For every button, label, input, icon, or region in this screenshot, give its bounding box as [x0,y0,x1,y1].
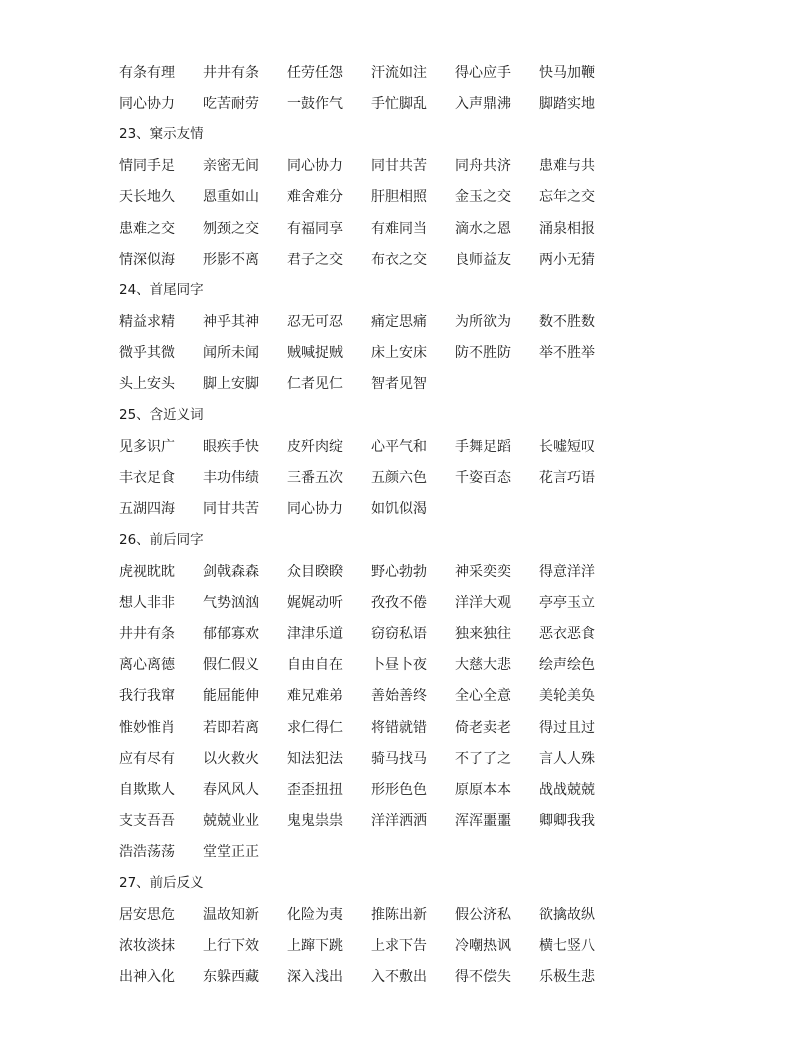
idiom-word: 歪歪扭扭 [287,781,343,798]
idiom-word: 能屈能伸 [203,688,259,705]
idiom-row [119,618,719,649]
idiom-word: 天长地久 [119,189,175,206]
idiom-word: 深入浅出 [287,969,343,986]
idiom-word: 情同手足 [119,158,175,175]
idiom-word: 将错就错 [371,719,427,736]
idiom-word: 洋洋洒洒 [371,813,427,830]
section-heading: 23、窠示友情 [119,126,204,143]
idiom-row [119,494,719,525]
idiom-row [119,837,719,868]
idiom-word: 孜孜不倦 [371,594,427,611]
idiom-word: 患难与共 [539,158,595,175]
idiom-word: 丰功伟绩 [203,470,259,487]
idiom-row [119,338,719,369]
idiom-row [119,650,719,681]
idiom-word: 入声鼎沸 [455,95,511,112]
idiom-word: 气势汹汹 [203,594,259,611]
idiom-word: 温故知新 [203,906,259,923]
idiom-word: 井井有条 [119,625,175,642]
idiom-word: 形形色色 [371,781,427,798]
idiom-word: 浩浩荡荡 [119,844,175,861]
idiom-word: 涌泉相报 [539,220,595,237]
idiom-word: 井井有条 [203,64,259,81]
idiom-word: 绘声绘色 [539,657,595,674]
idiom-row [119,930,719,961]
idiom-word: 野心勃勃 [371,563,427,580]
idiom-word: 居安思危 [119,906,175,923]
idiom-word: 眼疾手快 [203,438,259,455]
idiom-word: 患难之交 [119,220,175,237]
idiom-row [119,307,719,338]
idiom-word: 原原本本 [455,781,511,798]
idiom-word: 欲擒故纵 [539,906,595,923]
idiom-word: 娓娓动听 [287,594,343,611]
idiom-word: 神采奕奕 [455,563,511,580]
idiom-word: 贼喊捉贼 [287,345,343,362]
idiom-word: 自由自在 [287,657,343,674]
idiom-word: 惟妙惟肖 [119,719,175,736]
idiom-row [119,213,719,244]
idiom-word: 同甘共苦 [203,501,259,518]
idiom-word: 皮歼肉绽 [287,438,343,455]
idiom-word: 虎视眈眈 [119,563,175,580]
idiom-word: 窃窃私语 [371,625,427,642]
idiom-word: 鬼鬼祟祟 [287,813,343,830]
idiom-word: 为所欲为 [455,314,511,331]
idiom-word: 大慈大悲 [455,657,511,674]
idiom-row [119,899,719,930]
idiom-word: 同心协力 [287,501,343,518]
idiom-word: 忘年之交 [539,189,595,206]
idiom-word: 肝胆相照 [371,189,427,206]
idiom-word: 上行下效 [203,937,259,954]
idiom-word: 同心协力 [287,158,343,175]
section-heading: 25、含近义词 [119,406,204,423]
idiom-word: 吃苦耐劳 [203,95,259,112]
idiom-word: 战战兢兢 [539,781,595,798]
idiom-word: 难舍难分 [287,189,343,206]
idiom-row [119,244,719,275]
idiom-word: 脚上安脚 [203,376,259,393]
idiom-word: 难兄难弟 [287,688,343,705]
idiom-word: 乐极生悲 [539,969,595,986]
idiom-word: 金玉之交 [455,189,511,206]
idiom-word: 言人人殊 [539,750,595,767]
idiom-word: 形影不离 [203,251,259,268]
idiom-word: 众目睽睽 [287,563,343,580]
idiom-word: 推陈出新 [371,906,427,923]
idiom-word: 心平气和 [371,438,427,455]
idiom-word: 堂堂正正 [203,844,259,861]
idiom-word: 花言巧语 [539,470,595,487]
idiom-word: 仁者见仁 [287,376,343,393]
idiom-word: 忍无可忍 [287,314,343,331]
idiom-word: 春风风人 [203,781,259,798]
idiom-row [119,743,719,774]
idiom-word: 微乎其微 [119,345,175,362]
idiom-word: 津津乐道 [287,625,343,642]
idiom-word: 亲密无间 [203,158,259,175]
idiom-word: 智者见智 [371,376,427,393]
idiom-word: 善始善终 [371,688,427,705]
idiom-word: 手舞足蹈 [455,438,511,455]
idiom-word: 有条有理 [119,64,175,81]
idiom-word: 快马加鞭 [539,64,595,81]
idiom-word: 浓妆淡抹 [119,937,175,954]
idiom-word: 我行我窜 [119,688,175,705]
idiom-word: 洋洋大观 [455,594,511,611]
idiom-word: 得意洋洋 [539,563,595,580]
idiom-word: 痛定思痛 [371,314,427,331]
idiom-word: 情深似海 [119,251,175,268]
idiom-word: 布衣之交 [371,251,427,268]
idiom-word: 长嘘短叹 [539,438,595,455]
idiom-row [119,88,719,119]
idiom-row [119,151,719,182]
idiom-word: 数不胜数 [539,314,595,331]
idiom-word: 浑浑噩噩 [455,813,511,830]
idiom-word: 卜昼卜夜 [371,657,427,674]
idiom-row [119,587,719,618]
idiom-word: 恩重如山 [203,189,259,206]
idiom-word: 一鼓作气 [287,95,343,112]
idiom-row [119,961,719,992]
idiom-word: 滴水之恩 [455,220,511,237]
idiom-word: 君子之交 [287,251,343,268]
idiom-word: 假公济私 [455,906,511,923]
idiom-word: 丰衣足食 [119,470,175,487]
idiom-word: 头上安头 [119,376,175,393]
idiom-word: 出神入化 [119,969,175,986]
idiom-word: 若即若离 [203,719,259,736]
idiom-word: 倚老卖老 [455,719,511,736]
idiom-word: 五湖四海 [119,501,175,518]
idiom-word: 郁郁寡欢 [203,625,259,642]
idiom-word: 五颜六色 [371,470,427,487]
idiom-word: 离心离德 [119,657,175,674]
idiom-row [119,57,719,88]
idiom-word: 不了了之 [455,750,511,767]
section-heading: 24、首尾同字 [119,282,204,299]
idiom-word: 求仁得仁 [287,719,343,736]
idiom-word: 兢兢业业 [203,813,259,830]
idiom-row [119,462,719,493]
idiom-row [119,774,719,805]
idiom-word: 手忙脚乱 [371,95,427,112]
idiom-word: 东躲西藏 [203,969,259,986]
idiom-word: 得过且过 [539,719,595,736]
idiom-word: 闻所未闻 [203,345,259,362]
section-heading: 27、前后反义 [119,874,204,891]
idiom-word: 同心协力 [119,95,175,112]
idiom-word: 同甘共苦 [371,158,427,175]
idiom-word: 得不偿失 [455,969,511,986]
idiom-word: 汗流如注 [371,64,427,81]
idiom-row [119,369,719,400]
idiom-row [119,806,719,837]
idiom-list [119,57,719,993]
section-heading: 26、前后同字 [119,531,204,548]
idiom-word: 自欺欺人 [119,781,175,798]
idiom-word: 有福同享 [287,220,343,237]
idiom-word: 床上安床 [371,345,427,362]
idiom-word: 举不胜举 [539,345,595,362]
idiom-word: 以火救火 [203,750,259,767]
idiom-word: 想人非非 [119,594,175,611]
idiom-word: 三番五次 [287,470,343,487]
idiom-word: 刎颈之交 [203,220,259,237]
idiom-word: 卿卿我我 [539,813,595,830]
idiom-row [119,681,719,712]
idiom-word: 剑戟森森 [203,563,259,580]
idiom-word: 得心应手 [455,64,511,81]
idiom-word: 神乎其神 [203,314,259,331]
idiom-word: 知法犯法 [287,750,343,767]
idiom-word: 假仁假义 [203,657,259,674]
idiom-word: 亭亭玉立 [539,594,595,611]
idiom-word: 见多识广 [119,438,175,455]
idiom-word: 化险为夷 [287,906,343,923]
idiom-row [119,431,719,462]
idiom-word: 独来独往 [455,625,511,642]
idiom-word: 任劳任怨 [287,64,343,81]
idiom-row [119,712,719,743]
idiom-word: 美轮美奂 [539,688,595,705]
idiom-word: 入不敷出 [371,969,427,986]
idiom-word: 千姿百态 [455,470,511,487]
idiom-word: 恶衣恶食 [539,625,595,642]
idiom-word: 上蹿下跳 [287,937,343,954]
idiom-word: 支支吾吾 [119,813,175,830]
idiom-word: 横七竖八 [539,937,595,954]
idiom-word: 两小无猜 [539,251,595,268]
idiom-word: 脚踏实地 [539,95,595,112]
idiom-word: 冷嘲热讽 [455,937,511,954]
idiom-word: 同舟共济 [455,158,511,175]
idiom-word: 应有尽有 [119,750,175,767]
idiom-word: 良师益友 [455,251,511,268]
idiom-word: 骑马找马 [371,750,427,767]
idiom-word: 上求下告 [371,937,427,954]
idiom-word: 全心全意 [455,688,511,705]
idiom-word: 防不胜防 [455,345,511,362]
idiom-word: 如饥似渴 [371,501,427,518]
idiom-row [119,556,719,587]
idiom-row [119,182,719,213]
idiom-word: 精益求精 [119,314,175,331]
idiom-word: 有难同当 [371,220,427,237]
